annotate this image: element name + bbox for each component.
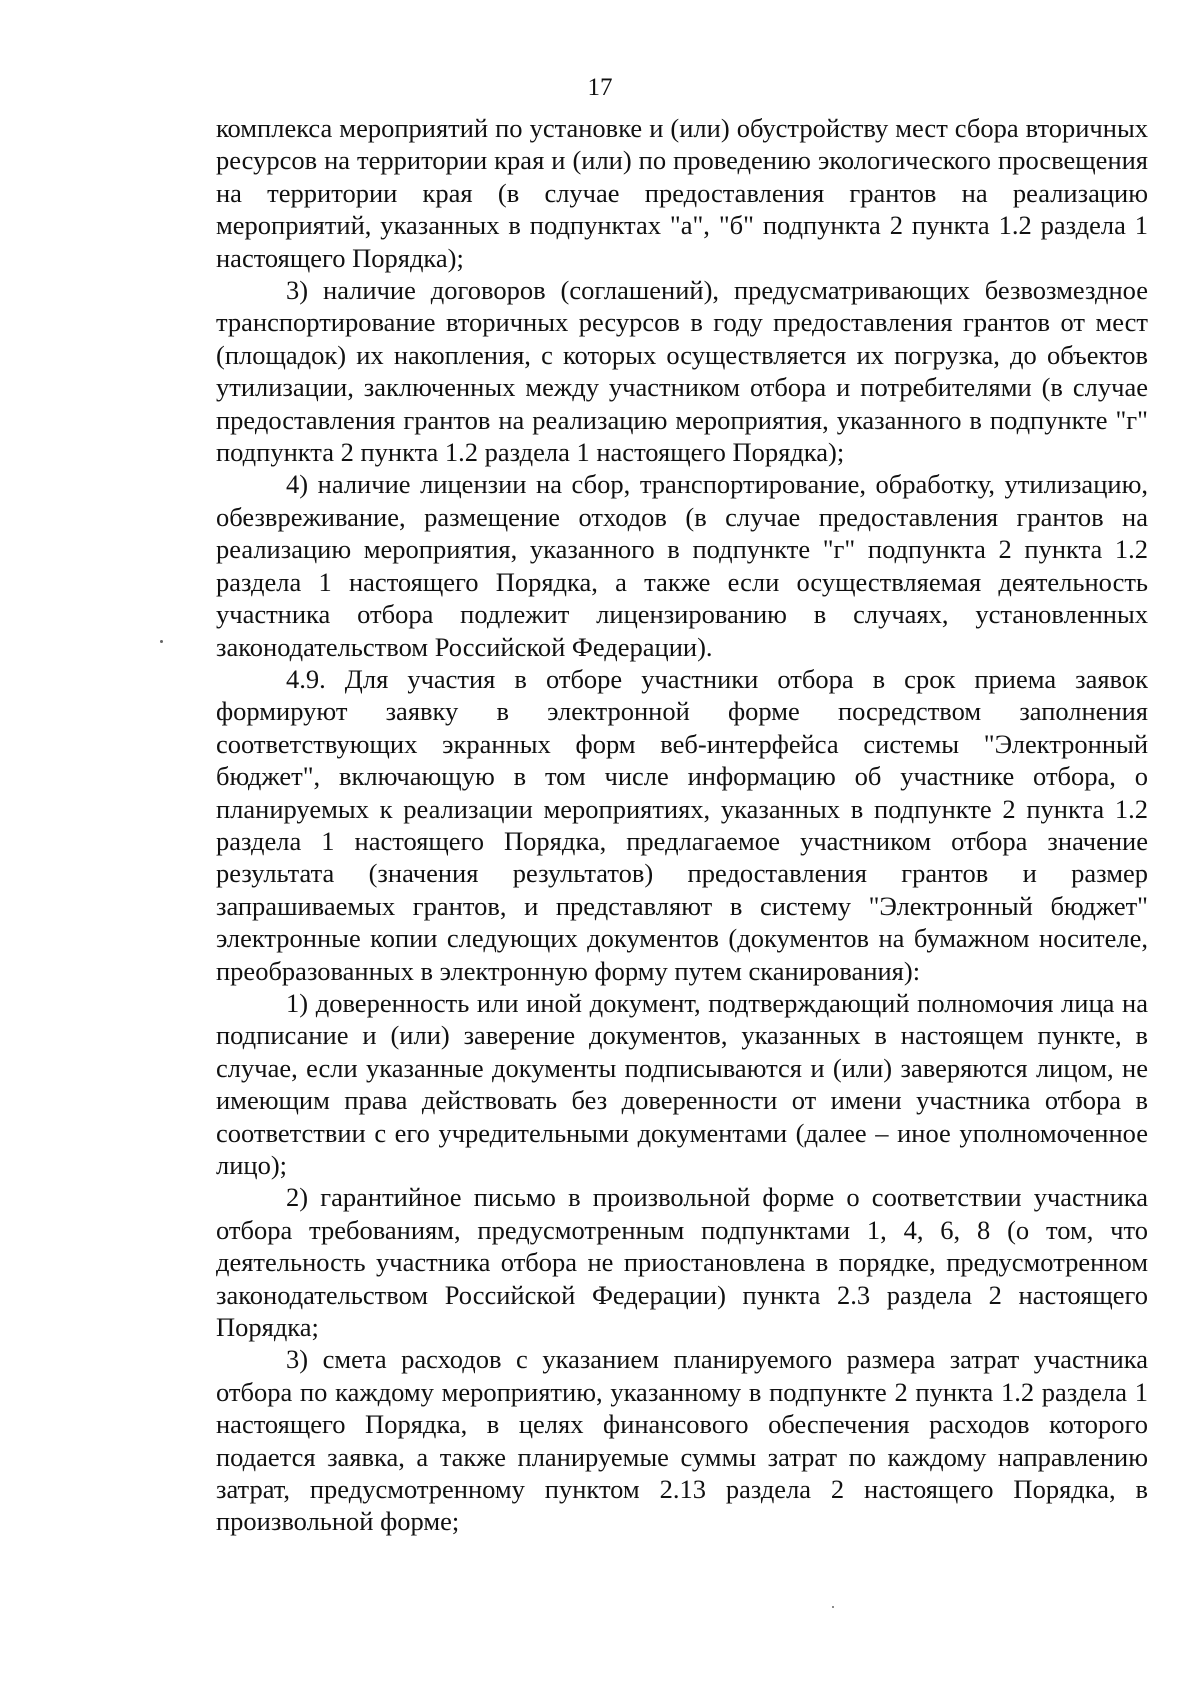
document-body: [216, 112, 1148, 1538]
paragraph: 1) доверенность или иной документ, подтверждающий полномочия лица на подписание и (или) заверение документов, указанных в настоящем пункте, в случае, если указанные документы подписываются и (или) заверяются лицом, не имеющим права действовать без доверенности от имени участника отбора в соответствии с его учредительными документами (далее – иное уполномоченное лицо);: [216, 987, 1148, 1180]
paragraph: 4.9. Для участия в отборе участники отбора в срок приема заявок формируют заявку в электронной форме посредством заполнения соответствующих экранных форм веб-интерфейса системы "Электронный бюджет", включающую в том числе информацию об участнике отбора, о планируемых к реализации мероприятиях, указанных в подпункте 2 пункта 1.2 раздела 1 настоящего Порядка, предлагаемое участником отбора значение результата (значения результатов) предоставления грантов и размер запрашиваемых грантов, и представляют в систему "Электронный бюджет" электронные копии следующих документов (документов на бумажном носителе, преобразованных в электронную форму путем сканирования):: [216, 663, 1148, 986]
paragraph: комплекса мероприятий по установке и (или) обустройству мест сбора вторичных ресурсов на территории края и (или) по проведению экологического просвещения на территории края (в случае предоставления грантов на реализацию мероприятий, указанных в подпунктах "а", "б" подпункта 2 пункта 1.2 раздела 1 настоящего Порядка);: [216, 113, 1148, 273]
paragraph: 4) наличие лицензии на сбор, транспортирование, обработку, утилизацию, обезвреживание, размещение отходов (в случае предоставления грантов на реализацию мероприятия, указанного в подпункте "г" подпункта 2 пункта 1.2 раздела 1 настоящего Порядка, а также если осуществляемая деятельность участника отбора подлежит лицензированию в случаях, установленных законодательством Российской Федерации).: [216, 469, 1148, 662]
paragraph: 3) смета расходов с указанием планируемого размера затрат участника отбора по каждому мероприятию, указанному в подпункте 2 пункта 1.2 раздела 1 настоящего Порядка, в целях финансового обеспечения расходов которого подается заявка, а также планируемые суммы затрат по каждому направлению затрат, предусмотренному пунктом 2.13 раздела 2 настоящего Порядка, в произвольной форме;: [216, 1344, 1148, 1537]
scan-speck: [832, 1606, 834, 1608]
scan-speck: [160, 640, 163, 643]
paragraph: 2) гарантийное письмо в произвольной форме о соответствии участника отбора требованиям, предусмотренным подпунктами 1, 4, 6, 8 (о том, что деятельность участника отбора не приостановлена в порядке, предусмотренном законодательством Российской Федерации) пункта 2.3 раздела 2 настоящего Порядка;: [216, 1182, 1148, 1343]
page-number: 17: [587, 74, 613, 101]
paragraph: 3) наличие договоров (соглашений), предусматривающих безвозмездное транспортирование вторичных ресурсов в году предоставления грантов от мест (площадок) их накопления, с которых осуществляется их погрузка, до объектов утилизации, заключенных между участником отбора и потребителями (в случае предоставления грантов на реализацию мероприятия, указанного в подпункте "г" подпункта 2 пункта 1.2 раздела 1 настоящего Порядка);: [216, 275, 1148, 468]
